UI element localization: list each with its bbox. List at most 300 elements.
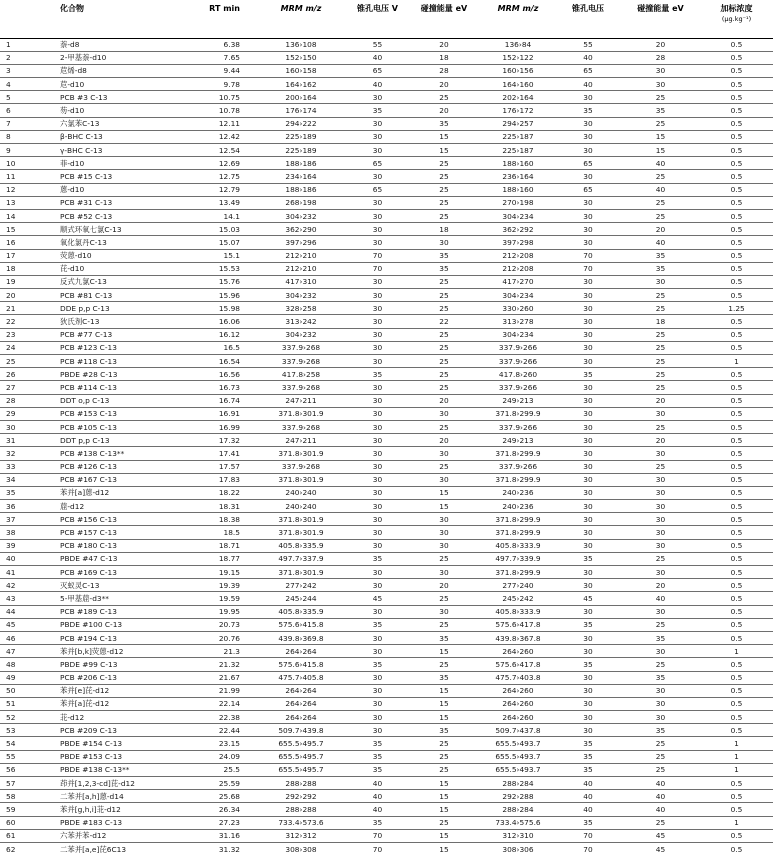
collision-energy-1: 15	[407, 803, 481, 816]
collision-energy-2: 18	[621, 315, 700, 328]
compound-name: 苯并[a]蒽-d12	[58, 486, 188, 499]
cone-voltage-1: 30	[348, 579, 407, 592]
cone-voltage-1: 30	[348, 355, 407, 368]
spike-concentration: 0.5	[700, 170, 773, 183]
collision-energy-2: 30	[621, 605, 700, 618]
table-row	[0, 737, 773, 750]
cone-voltage-1: 30	[348, 711, 407, 724]
spike-concentration: 0.5	[700, 697, 773, 710]
table-row	[0, 566, 773, 579]
collision-energy-1: 35	[407, 249, 481, 262]
collision-energy-2: 30	[621, 473, 700, 486]
cone-voltage-1: 35	[348, 618, 407, 631]
mrm-transition-1: 247›211	[254, 394, 348, 407]
collision-energy-2: 35	[621, 724, 700, 737]
cone-voltage-2: 35	[555, 618, 621, 631]
compound-name: DDT o,p C-13	[58, 394, 188, 407]
collision-energy-1: 25	[407, 91, 481, 104]
compound-name: 二苯并[a,h]蒽-d14	[58, 790, 188, 803]
table-row	[0, 605, 773, 618]
collision-energy-1: 22	[407, 315, 481, 328]
retention-time: 25.68	[188, 790, 254, 803]
table-row	[0, 829, 773, 842]
row-index: 42	[0, 579, 58, 592]
table-row	[0, 447, 773, 460]
spike-concentration: 0.5	[700, 618, 773, 631]
cone-voltage-2: 70	[555, 262, 621, 275]
cone-voltage-2: 30	[555, 631, 621, 644]
compound-name: 荧蒽-d10	[58, 249, 188, 262]
table-row	[0, 500, 773, 513]
spike-concentration: 1	[700, 645, 773, 658]
spike-concentration: 0.5	[700, 552, 773, 565]
collision-energy-2: 25	[621, 196, 700, 209]
cone-voltage-1: 30	[348, 513, 407, 526]
row-index: 46	[0, 631, 58, 644]
compound-name: PBDE #154 C-13	[58, 737, 188, 750]
spike-concentration: 0.5	[700, 209, 773, 222]
retention-time: 17.83	[188, 473, 254, 486]
collision-energy-1: 30	[407, 407, 481, 420]
mrm-transition-1: 313›242	[254, 315, 348, 328]
row-index: 22	[0, 315, 58, 328]
cone-voltage-1: 40	[348, 777, 407, 790]
collision-energy-2: 35	[621, 262, 700, 275]
collision-energy-2: 28	[621, 51, 700, 64]
collision-energy-2: 25	[621, 328, 700, 341]
collision-energy-1: 28	[407, 64, 481, 77]
cone-voltage-2: 30	[555, 196, 621, 209]
cone-voltage-1: 35	[348, 737, 407, 750]
collision-energy-1: 25	[407, 420, 481, 433]
collision-energy-2: 30	[621, 697, 700, 710]
cone-voltage-1: 40	[348, 790, 407, 803]
cone-voltage-2: 30	[555, 539, 621, 552]
mrm1-header: MRM m/z	[254, 0, 348, 38]
cone-voltage-2: 30	[555, 130, 621, 143]
retention-time: 23.15	[188, 737, 254, 750]
spike-concentration: 0.5	[700, 513, 773, 526]
mrm-transition-2: 160›156	[481, 64, 555, 77]
mrm-transition-2: 164›160	[481, 78, 555, 91]
cone-voltage-1: 30	[348, 117, 407, 130]
table-row	[0, 394, 773, 407]
spike-concentration: 0.5	[730, 844, 743, 854]
table-header-row	[0, 0, 773, 38]
cone-voltage-2: 30	[555, 236, 621, 249]
row-index: 38	[0, 526, 58, 539]
cone-voltage-2: 30	[555, 566, 621, 579]
mrm-transition-1: 268›198	[254, 196, 348, 209]
cone-voltage-2: 30	[555, 460, 621, 473]
collision-energy-1: 30	[407, 513, 481, 526]
retention-time: 12.79	[188, 183, 254, 196]
cone-voltage-1: 45	[348, 592, 407, 605]
collision-energy-2: 20	[621, 38, 700, 51]
cone-voltage-2: 65	[555, 183, 621, 196]
compound-name: PCB #123 C-13	[58, 341, 188, 354]
row-index: 29	[0, 407, 58, 420]
spike-concentration: 0.5	[700, 434, 773, 447]
collision-energy-2: 25	[621, 552, 700, 565]
cone-voltage-2: 40	[555, 78, 621, 91]
collision-energy-2: 25	[621, 289, 700, 302]
mrm-transition-1: 337.9›268	[254, 420, 348, 433]
compound-name: DDE p,p C-13	[58, 302, 188, 315]
collision-energy-2: 30	[621, 447, 700, 460]
mrm-transition-2: 308›306	[502, 844, 534, 854]
spike-concentration: 0.5	[700, 223, 773, 236]
compound-name: PBDE #153 C-13	[58, 750, 188, 763]
retention-time: 9.44	[188, 64, 254, 77]
mrm-transition-2: 304›234	[481, 328, 555, 341]
mrm-transition-2: 733.4›575.6	[481, 816, 555, 829]
cone-voltage-1: 30	[348, 302, 407, 315]
compound-name: 反式九氯C-13	[58, 275, 188, 288]
mrm-transition-2: 397›298	[481, 236, 555, 249]
retention-time: 21.99	[188, 684, 254, 697]
table-row	[0, 275, 773, 288]
spike-concentration: 0.5	[700, 829, 773, 842]
compound-name: PBDE #47 C-13	[58, 552, 188, 565]
collision-energy-1: 25	[407, 658, 481, 671]
cone-voltage-2: 30	[555, 473, 621, 486]
row-index: 5	[0, 91, 58, 104]
mrm-transition-1: 397›296	[254, 236, 348, 249]
collision-energy-1: 20	[407, 104, 481, 117]
cone-voltage-2: 30	[555, 328, 621, 341]
cone-voltage-2: 30	[555, 275, 621, 288]
cone-voltage-2: 35	[555, 552, 621, 565]
row-index: 14	[0, 209, 58, 222]
cone-voltage-1: 30	[348, 671, 407, 684]
table-row	[0, 816, 773, 829]
retention-time: 19.39	[188, 579, 254, 592]
cone-voltage-1: 30	[348, 289, 407, 302]
mrm-transition-2: 371.8›299.9	[481, 473, 555, 486]
compound-name: PCB #105 C-13	[58, 420, 188, 433]
row-index: 59	[0, 803, 58, 816]
row-index: 32	[0, 447, 58, 460]
compound-name: 苯并[g,h,i]苝-d12	[58, 803, 188, 816]
cone-voltage-1: 30	[348, 381, 407, 394]
spike-concentration: 0.5	[700, 684, 773, 697]
collision-energy-1: 25	[407, 618, 481, 631]
mrm-transition-1: 405.8›335.9	[254, 605, 348, 618]
table-row	[0, 196, 773, 209]
spike-concentration: 0.5	[700, 592, 773, 605]
table-row	[0, 262, 773, 275]
mrm-transition-2: 240›236	[481, 486, 555, 499]
spike-concentration: 0.5	[700, 420, 773, 433]
mrm-transition-2: 202›164	[481, 91, 555, 104]
cone-voltage-1: 30	[348, 526, 407, 539]
cone-voltage-2: 30	[555, 645, 621, 658]
mrm-transition-1: 288›288	[254, 777, 348, 790]
mrm-transition-1: 292›292	[254, 790, 348, 803]
retention-time: 16.99	[188, 420, 254, 433]
mrm-transition-2: 225›187	[481, 130, 555, 143]
mrm-transition-2: 575.6›417.8	[481, 618, 555, 631]
mrm-transition-2: 188›160	[481, 183, 555, 196]
table-row	[0, 78, 773, 91]
cone-voltage-1: 65	[348, 64, 407, 77]
mrm-transition-1: 264›264	[254, 697, 348, 710]
cone-voltage-2: 35	[555, 816, 621, 829]
table-row	[0, 407, 773, 420]
table-row	[0, 302, 773, 315]
compound-name: 蒽-d10	[58, 183, 188, 196]
compound-name: DDT p,p C-13	[58, 434, 188, 447]
mrm-transition-2: 655.5›493.7	[481, 750, 555, 763]
cone-voltage-2: 30	[555, 724, 621, 737]
collision-energy-1: 25	[407, 289, 481, 302]
collision-energy-1: 25	[407, 750, 481, 763]
compound-name: PCB #180 C-13	[58, 539, 188, 552]
mrm-transition-2: 212›208	[481, 262, 555, 275]
collision-energy-1: 25	[407, 275, 481, 288]
table-row	[0, 486, 773, 499]
cone-voltage-2: 30	[555, 302, 621, 315]
spike-concentration: 0.5	[700, 486, 773, 499]
mrm-transition-2: 136›84	[481, 38, 555, 51]
retention-time: 19.15	[188, 566, 254, 579]
retention-time: 19.59	[188, 592, 254, 605]
row-index: 56	[0, 763, 58, 776]
cone-voltage-1: 30	[348, 645, 407, 658]
compound-name: PBDE #138 C-13**	[58, 763, 188, 776]
collision-energy-1: 20	[407, 434, 481, 447]
retention-time: 15.76	[188, 275, 254, 288]
collision-energy-2: 40	[621, 157, 700, 170]
cone-voltage-1: 55	[348, 38, 407, 51]
row-index: 58	[0, 790, 58, 803]
spike-concentration: 0.5	[700, 183, 773, 196]
spike-concentration: 1	[700, 737, 773, 750]
collision-energy-1: 25	[407, 552, 481, 565]
table-row	[0, 513, 773, 526]
table-row	[0, 104, 773, 117]
retention-time: 18.77	[188, 552, 254, 565]
table-row	[0, 473, 773, 486]
table-row	[0, 460, 773, 473]
mrm-transition-2: 362›292	[481, 223, 555, 236]
collision-energy-2: 35	[621, 631, 700, 644]
cone-voltage-2: 70	[555, 249, 621, 262]
collision-energy-2: 35	[621, 671, 700, 684]
table-row	[0, 724, 773, 737]
collision-energy-1: 30	[407, 236, 481, 249]
retention-time: 15.07	[188, 236, 254, 249]
cone-voltage-2: 30	[555, 117, 621, 130]
mrm-transition-1: 188›186	[254, 183, 348, 196]
compound-name: PCB #167 C-13	[58, 473, 188, 486]
table-row	[0, 750, 773, 763]
row-index: 37	[0, 513, 58, 526]
collision-energy-2: 30	[621, 486, 700, 499]
table-row	[0, 170, 773, 183]
retention-time: 13.49	[188, 196, 254, 209]
spike-concentration: 0.5	[700, 144, 773, 157]
compound-name: PCB #189 C-13	[58, 605, 188, 618]
cone-voltage-1: 35	[348, 763, 407, 776]
retention-time: 16.91	[188, 407, 254, 420]
mrm-transition-1: 328›258	[254, 302, 348, 315]
cone-voltage-1: 30	[348, 130, 407, 143]
collision-energy-1: 25	[407, 302, 481, 315]
cone-voltage-1: 35	[348, 368, 407, 381]
mrm-transition-1: 655.5›495.7	[254, 763, 348, 776]
cone-voltage-1: 35	[348, 104, 407, 117]
mrm-transition-2: 264›260	[481, 684, 555, 697]
collision-energy-2: 45	[655, 844, 666, 854]
retention-time: 19.95	[188, 605, 254, 618]
collision-energy-1: 25	[407, 328, 481, 341]
table-row	[0, 592, 773, 605]
mrm-transition-1: 655.5›495.7	[254, 737, 348, 750]
mrm-transition-1: 304›232	[254, 209, 348, 222]
mrm-transition-2: 312›310	[481, 829, 555, 842]
retention-time: 6.38	[188, 38, 254, 51]
cone-voltage-2: 30	[555, 526, 621, 539]
cone-voltage-2: 30	[555, 394, 621, 407]
mrm-transition-1: 371.8›301.9	[254, 566, 348, 579]
collision-energy-2: 45	[621, 829, 700, 842]
energy1-header: 碰撞能量 eV	[407, 0, 481, 38]
retention-time: 24.09	[188, 750, 254, 763]
table-row	[0, 434, 773, 447]
mrm-transition-1: 240›240	[254, 486, 348, 499]
collision-energy-1: 15	[407, 130, 481, 143]
compound-name: 顺式环氧七氯C-13	[58, 223, 188, 236]
collision-energy-2: 20	[621, 579, 700, 592]
spike-concentration: 0.5	[700, 341, 773, 354]
collision-energy-2: 30	[621, 645, 700, 658]
collision-energy-2: 25	[621, 658, 700, 671]
collision-energy-1: 35	[407, 117, 481, 130]
spike-concentration: 0.5	[700, 566, 773, 579]
concentration-title: 加标浓度	[720, 4, 753, 13]
cone-voltage-2: 30	[555, 684, 621, 697]
mrm-transition-2: 176›172	[481, 104, 555, 117]
table-row	[0, 51, 773, 64]
voltage1-header: 锥孔电压 V	[348, 0, 407, 38]
mrm-transition-1: 212›210	[254, 262, 348, 275]
retention-time: 14.1	[188, 209, 254, 222]
collision-energy-1: 25	[407, 763, 481, 776]
retention-time: 20.73	[188, 618, 254, 631]
mrm-transition-1: 176›174	[254, 104, 348, 117]
mrm-transition-2: 240›236	[481, 500, 555, 513]
mrm-transition-2: 655.5›493.7	[481, 737, 555, 750]
spike-concentration: 0.5	[700, 460, 773, 473]
mrm-transition-1: 200›164	[254, 91, 348, 104]
retention-time: 16.74	[188, 394, 254, 407]
collision-energy-1: 15	[407, 777, 481, 790]
table-row	[0, 790, 773, 803]
collision-energy-2: 30	[621, 64, 700, 77]
cone-voltage-2: 30	[555, 500, 621, 513]
energy2-header: 碰撞能量 eV	[621, 0, 700, 38]
cone-voltage-1: 35	[348, 658, 407, 671]
mrm-transition-1: 405.8›335.9	[254, 539, 348, 552]
table-row	[0, 803, 773, 816]
mrm-transition-1: 288›288	[254, 803, 348, 816]
row-index: 50	[0, 684, 58, 697]
collision-energy-1: 18	[407, 223, 481, 236]
cone-voltage-2: 65	[555, 64, 621, 77]
cone-voltage-2: 55	[555, 38, 621, 51]
compound-name: 苝-d12	[58, 711, 188, 724]
row-index: 45	[0, 618, 58, 631]
row-index: 55	[0, 750, 58, 763]
mrm-transition-1: 264›264	[254, 711, 348, 724]
compound-name: PCB #114 C-13	[58, 381, 188, 394]
mrm-transition-1: 337.9›268	[254, 460, 348, 473]
collision-energy-1: 35	[407, 671, 481, 684]
collision-energy-1: 15	[407, 144, 481, 157]
retention-time: 18.31	[188, 500, 254, 513]
mrm-transition-1: 160›158	[254, 64, 348, 77]
mrm-transition-2: 417›270	[481, 275, 555, 288]
table-row	[0, 328, 773, 341]
mrm-transition-1: 136›108	[254, 38, 348, 51]
row-index: 34	[0, 473, 58, 486]
compound-name: PCB #77 C-13	[58, 328, 188, 341]
row-index: 27	[0, 381, 58, 394]
table-row	[0, 618, 773, 631]
compound-name: 二苯并[a,e]芘6C13	[60, 844, 127, 854]
mrm-transition-2: 304›234	[481, 209, 555, 222]
retention-time: 27.23	[188, 816, 254, 829]
mrm-transition-2: 337.9›266	[481, 420, 555, 433]
row-index: 16	[0, 236, 58, 249]
cone-voltage-1: 30	[348, 196, 407, 209]
collision-energy-2: 15	[621, 144, 700, 157]
mrm2-header: MRM m/z	[481, 0, 555, 38]
cone-voltage-1: 30	[348, 420, 407, 433]
mrm-transition-1: 509.7›439.8	[254, 724, 348, 737]
mrm-transition-2: 264›260	[481, 711, 555, 724]
row-index: 21	[0, 302, 58, 315]
mrm-transition-1: 575.6›415.8	[254, 618, 348, 631]
spike-concentration: 0.5	[700, 51, 773, 64]
cone-voltage-2: 30	[555, 170, 621, 183]
spike-concentration: 0.5	[700, 407, 773, 420]
cone-voltage-1: 30	[348, 460, 407, 473]
table-row	[0, 711, 773, 724]
mrm-transition-1: 240›240	[254, 500, 348, 513]
mrm-transition-1: 371.8›301.9	[254, 407, 348, 420]
collision-energy-2: 25	[621, 341, 700, 354]
retention-time: 16.73	[188, 381, 254, 394]
cone-voltage-1: 30	[348, 434, 407, 447]
table-row	[0, 763, 773, 776]
cone-voltage-1: 40	[348, 78, 407, 91]
collision-energy-2: 40	[621, 592, 700, 605]
row-index: 49	[0, 671, 58, 684]
compound-name: PCB #194 C-13	[58, 631, 188, 644]
cone-voltage-1: 30	[348, 605, 407, 618]
collision-energy-1: 25	[407, 196, 481, 209]
voltage2-header: 锥孔电压	[555, 0, 621, 38]
mrm-transition-1: 277›242	[254, 579, 348, 592]
retention-time: 16.06	[188, 315, 254, 328]
mrm-transition-2: 277›240	[481, 579, 555, 592]
retention-time: 15.96	[188, 289, 254, 302]
mrm-transition-2: 655.5›493.7	[481, 763, 555, 776]
cone-voltage-2: 30	[555, 209, 621, 222]
